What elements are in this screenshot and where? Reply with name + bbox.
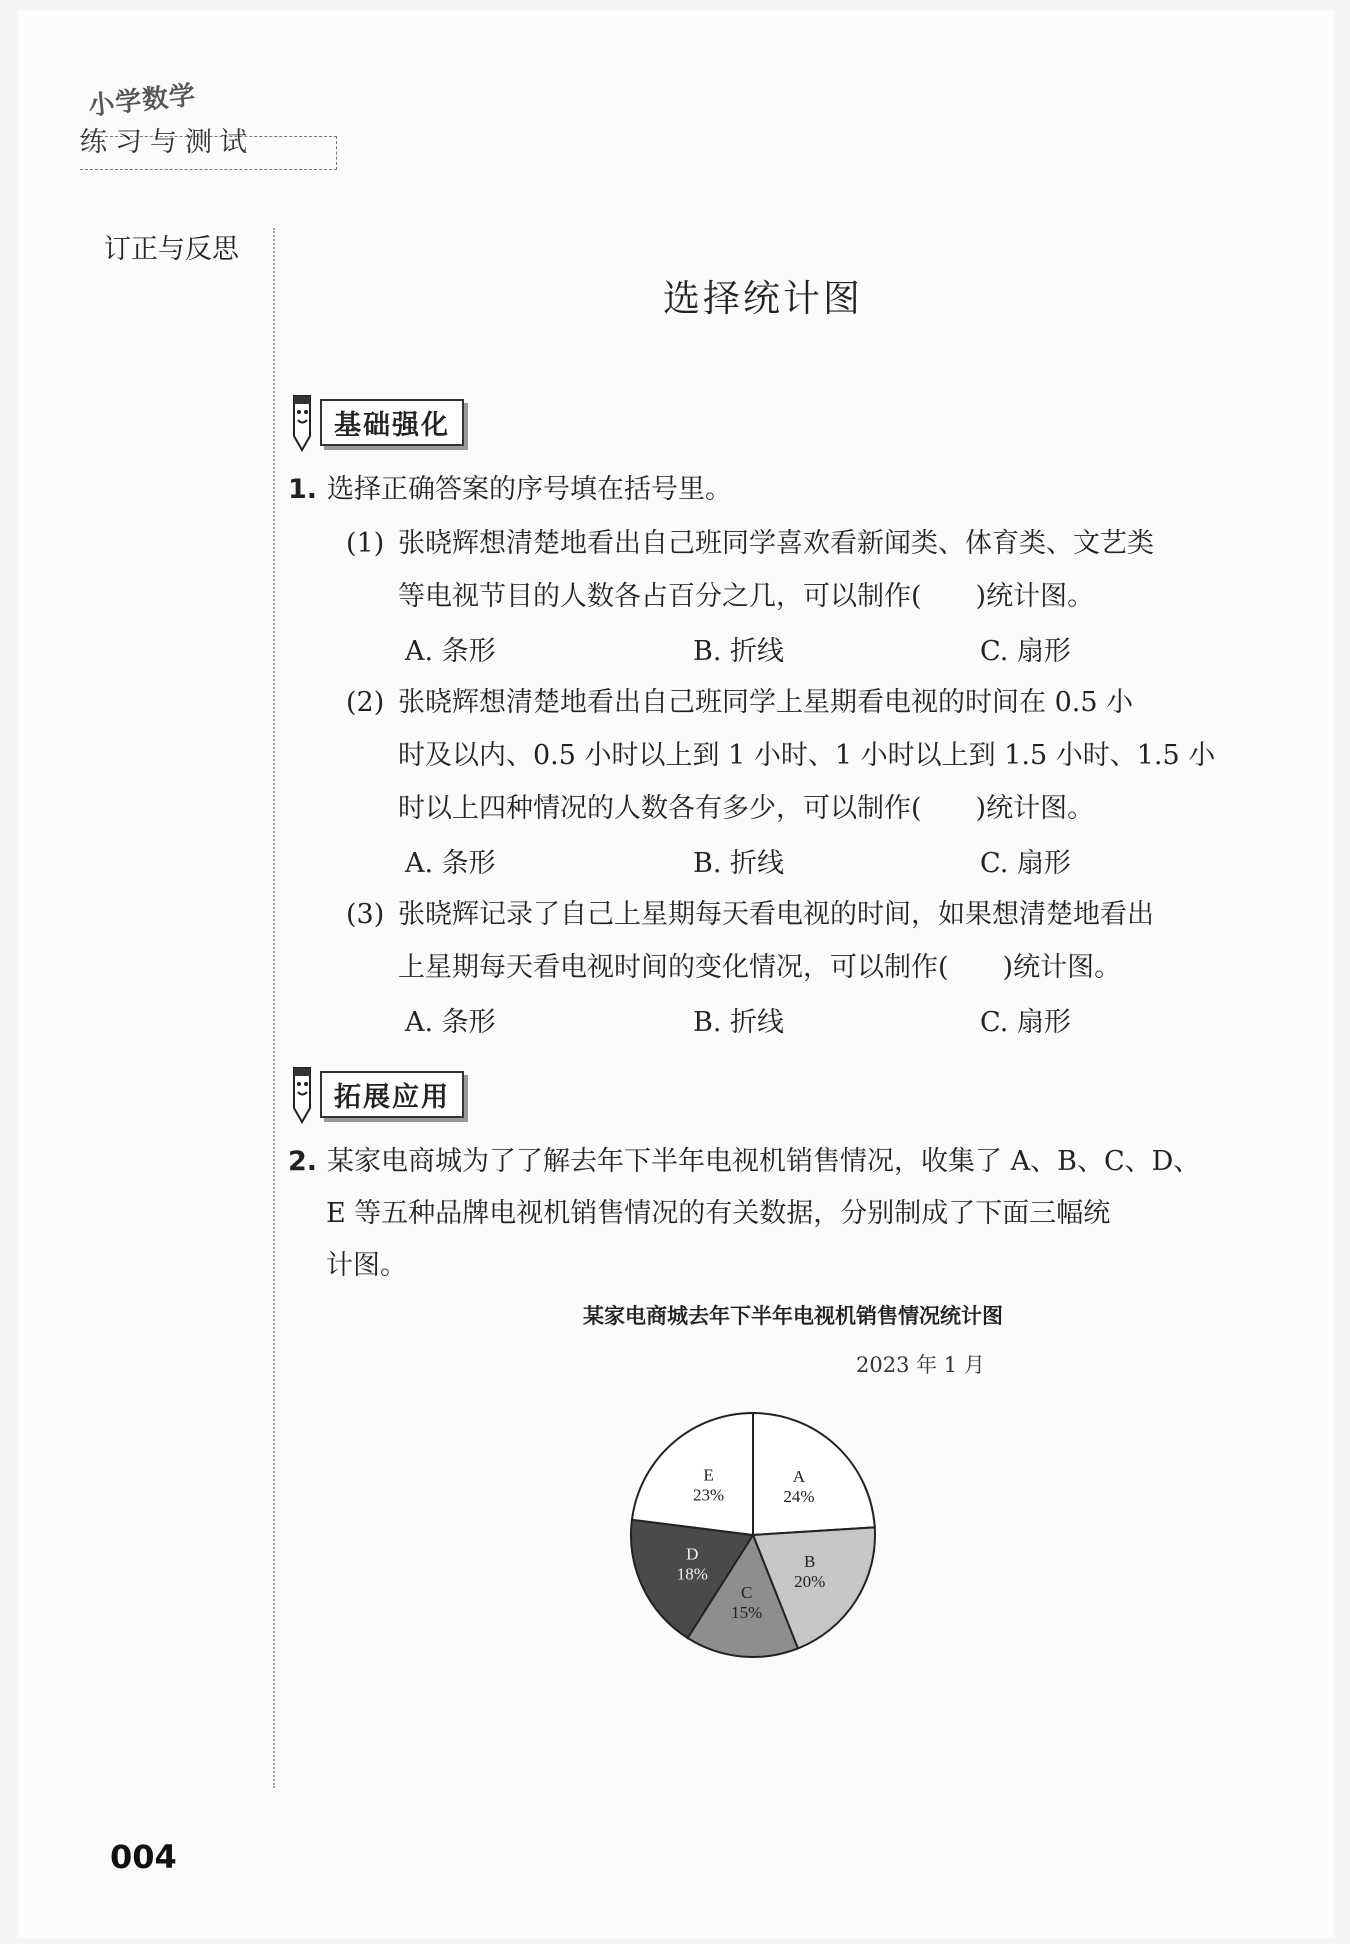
- chart-date: 2023 年 1 月: [856, 1353, 985, 1377]
- pie-chart: [618, 1400, 888, 1670]
- brand-subject: 小学数学: [86, 80, 198, 122]
- pie-slice-e: [632, 1413, 753, 1535]
- sub-question-1-line-2: 等电视节目的人数各占百分之几，可以制作( )统计图。: [398, 581, 1095, 612]
- pie-value-c: 15%: [731, 1602, 763, 1622]
- section-extend: [288, 1074, 464, 1114]
- option-c: C. 扇形: [980, 636, 1071, 667]
- option-a: A. 条形: [405, 636, 496, 667]
- sub-question-1: [346, 517, 1266, 623]
- pie-chart-svg: [618, 1400, 888, 1670]
- question-1: [288, 464, 732, 516]
- question-1-text: 选择正确答案的序号填在括号里。: [327, 474, 733, 505]
- page-title: 选择统计图: [663, 277, 863, 320]
- option-c: C. 扇形: [980, 1007, 1071, 1038]
- pie-slice-a: [753, 1413, 875, 1535]
- option-b: B. 折线: [693, 1007, 785, 1038]
- sub-question-2-line-2: 时及以内、0.5 小时以上到 1 小时、1 小时以上到 1.5 小时、1.5 小: [398, 740, 1216, 771]
- pie-value-a: 24%: [783, 1487, 815, 1507]
- page: [18, 10, 1334, 1938]
- sub-question-1-label: (1): [346, 528, 385, 559]
- option-b: B. 折线: [693, 848, 785, 879]
- pie-label-b: B: [803, 1551, 816, 1571]
- pie-label-d: D: [686, 1544, 699, 1564]
- sub-question-1-line-1: 张晓辉想清楚地看出自己班同学喜欢看新闻类、体育类、文艺类: [398, 528, 1154, 559]
- pencil-icon: [288, 1064, 316, 1124]
- question-2-line-3: 计图。: [326, 1250, 407, 1281]
- chart-title: 某家电商城去年下半年电视机销售情况统计图: [583, 1304, 1003, 1328]
- pie-value-b: 20%: [794, 1571, 826, 1591]
- sub-question-2: [346, 676, 1266, 835]
- pie-label-c: C: [741, 1582, 753, 1602]
- margin-label: 订正与反思: [104, 234, 239, 265]
- section-basic-label: 基础强化: [320, 399, 464, 446]
- sub-question-3-line-2: 上星期每天看电视时间的变化情况，可以制作( )统计图。: [398, 952, 1122, 983]
- option-a: A. 条形: [405, 1007, 496, 1038]
- question-2-number: 2.: [288, 1146, 318, 1177]
- pie-label-a: A: [792, 1467, 806, 1487]
- sub-question-3: [346, 888, 1266, 994]
- page-number: 004: [110, 1838, 177, 1876]
- pie-label-e: E: [703, 1465, 714, 1485]
- question-2-line-1: 某家电商城为了了解去年下半年电视机销售情况，收集了 A、B、C、D、: [327, 1146, 1201, 1177]
- pie-value-d: 18%: [676, 1564, 708, 1584]
- option-a: A. 条形: [405, 848, 496, 879]
- sub-question-2-line-1: 张晓辉想清楚地看出自己班同学上星期看电视的时间在 0.5 小: [398, 687, 1134, 718]
- brand-series: 练习与测试: [80, 127, 255, 158]
- section-extend-label: 拓展应用: [320, 1071, 464, 1118]
- pencil-icon: [288, 392, 316, 452]
- option-c: C. 扇形: [980, 848, 1071, 879]
- question-2-line-2: E 等五种品牌电视机销售情况的有关数据，分别制成了下面三幅统: [326, 1198, 1111, 1229]
- section-basic: [288, 402, 464, 442]
- sub-question-3-label: (3): [346, 899, 385, 930]
- sub-question-2-line-3: 时以上四种情况的人数各有多少，可以制作( )统计图。: [398, 793, 1095, 824]
- pie-value-e: 23%: [693, 1485, 725, 1505]
- sub-question-2-label: (2): [346, 687, 385, 718]
- question-1-number: 1.: [288, 474, 318, 505]
- sub-question-3-line-1: 张晓辉记录了自己上星期每天看电视的时间，如果想清楚地看出: [398, 899, 1154, 930]
- margin-divider: [273, 228, 275, 1788]
- option-b: B. 折线: [693, 636, 785, 667]
- question-2: [288, 1136, 1248, 1292]
